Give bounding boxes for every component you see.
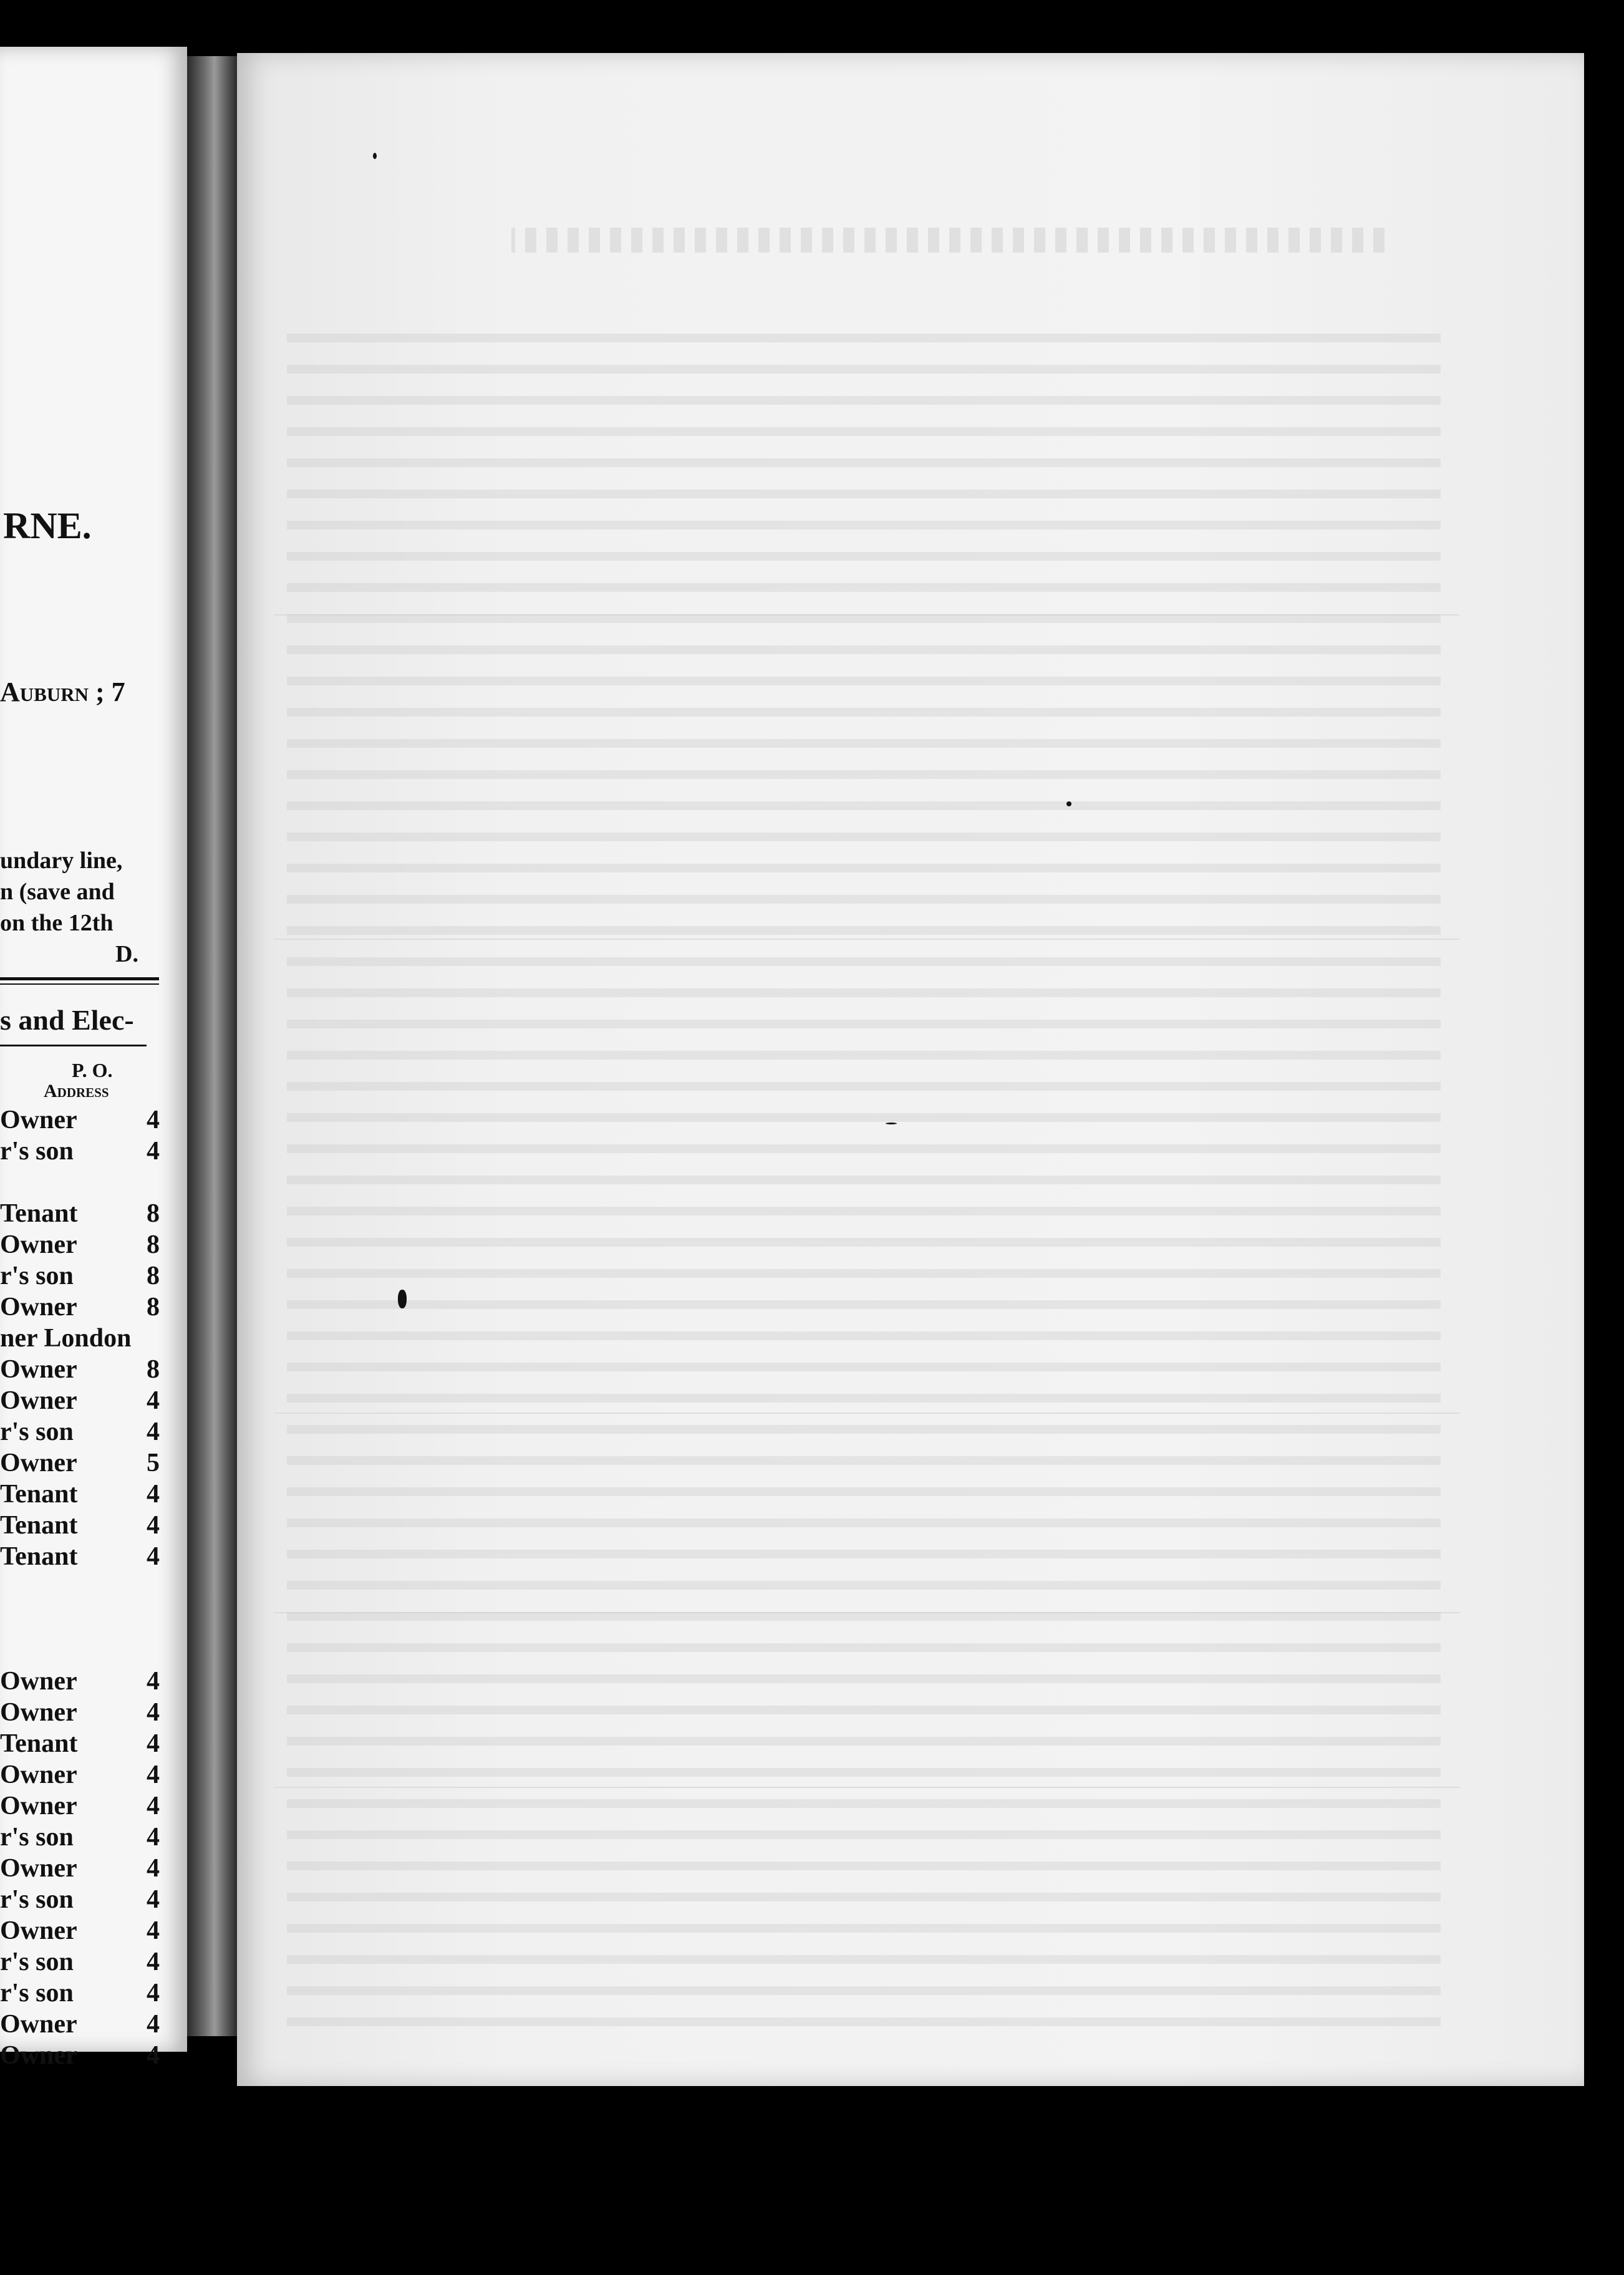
table-row bbox=[0, 1573, 165, 1600]
occupation-cell: Owner bbox=[0, 1792, 77, 1820]
table-row bbox=[0, 1292, 165, 1320]
address-cell: 4 bbox=[147, 2041, 160, 2070]
address-cell: 4 bbox=[147, 1698, 160, 1727]
show-through-heading bbox=[511, 228, 1385, 253]
occupation-cell: ner London bbox=[0, 1324, 132, 1353]
occupation-cell: Owner bbox=[0, 1106, 77, 1134]
address-cell: 4 bbox=[147, 1979, 160, 2007]
address-cell: 8 bbox=[147, 1262, 160, 1290]
scan-speck bbox=[886, 1123, 897, 1124]
address-cell: 8 bbox=[147, 1199, 160, 1228]
table-row bbox=[0, 1167, 165, 1195]
address-cell: 4 bbox=[147, 1667, 160, 1696]
table-row bbox=[0, 1853, 165, 1881]
scan-speck bbox=[373, 153, 377, 159]
list-heading-fragment: s and Elec- bbox=[0, 1004, 134, 1036]
table-row bbox=[0, 1760, 165, 1787]
address-cell: 4 bbox=[147, 2010, 160, 2039]
table-row bbox=[0, 1355, 165, 1382]
address-cell: 4 bbox=[147, 1418, 160, 1446]
occupation-cell: Owner bbox=[0, 1230, 77, 1259]
table-row bbox=[0, 1947, 165, 1974]
occupation-cell: Tenant bbox=[0, 1511, 78, 1540]
table-row bbox=[0, 1386, 165, 1413]
occupation-cell: Owner bbox=[0, 2010, 77, 2039]
description-line: D. bbox=[115, 941, 138, 967]
address-cell: 4 bbox=[147, 1729, 160, 1758]
occupation-cell: r's son bbox=[0, 1262, 74, 1290]
address-cell: 4 bbox=[147, 1137, 160, 1166]
scan-speck bbox=[398, 1290, 407, 1308]
address-cell: 4 bbox=[147, 1542, 160, 1571]
address-cell: 4 bbox=[147, 1854, 160, 1883]
address-cell: 4 bbox=[147, 1823, 160, 1852]
occupation-cell: r's son bbox=[0, 1418, 74, 1446]
table-row bbox=[0, 1885, 165, 1912]
table-row bbox=[0, 1729, 165, 1756]
double-rule-top bbox=[0, 977, 159, 980]
occupation-cell: Tenant bbox=[0, 1480, 78, 1509]
description-line: on the 12th bbox=[0, 910, 114, 936]
table-row bbox=[0, 1230, 165, 1257]
occupation-cell: Owner bbox=[0, 1854, 77, 1883]
address-cell: 4 bbox=[147, 1916, 160, 1945]
description-line: n (save and bbox=[0, 879, 115, 905]
address-cell: 4 bbox=[147, 1480, 160, 1509]
table-row bbox=[0, 1417, 165, 1444]
table-row bbox=[0, 1261, 165, 1288]
occupation-cell: r's son bbox=[0, 1979, 74, 2007]
occupation-cell: r's son bbox=[0, 1823, 74, 1852]
occupation-cell: Owner bbox=[0, 1698, 77, 1727]
scan-speck bbox=[1066, 801, 1071, 806]
table-row bbox=[0, 1698, 165, 1725]
address-cell: 8 bbox=[147, 1230, 160, 1259]
table-row bbox=[0, 1448, 165, 1476]
occupation-cell: Owner bbox=[0, 1386, 77, 1415]
show-through-text-block bbox=[287, 334, 1441, 2049]
address-cell: 4 bbox=[147, 1948, 160, 1976]
column-header-line1: P. O. bbox=[72, 1059, 113, 1081]
address-cell: 4 bbox=[147, 1511, 160, 1540]
occupation-cell: r's son bbox=[0, 1137, 74, 1166]
table-row bbox=[0, 2041, 165, 2068]
address-cell: 4 bbox=[147, 1885, 160, 1914]
description-line: undary line, bbox=[0, 848, 123, 874]
table-row bbox=[0, 1822, 165, 1850]
column-header-line2: Address bbox=[44, 1081, 109, 1101]
station-line: Auburn ; 7 bbox=[0, 677, 125, 707]
address-cell: 4 bbox=[147, 1106, 160, 1134]
table-row bbox=[0, 1510, 165, 1538]
table-row bbox=[0, 1542, 165, 1569]
occupation-cell: Tenant bbox=[0, 1729, 78, 1758]
table-row bbox=[0, 1978, 165, 2006]
table-row bbox=[0, 1323, 165, 1351]
double-rule-bottom bbox=[0, 983, 159, 985]
occupation-cell: Owner bbox=[0, 1293, 77, 1321]
table-row bbox=[0, 1791, 165, 1819]
table-row bbox=[0, 1666, 165, 1694]
occupation-cell: Owner bbox=[0, 1916, 77, 1945]
address-cell: 5 bbox=[147, 1449, 160, 1477]
occupation-cell: Tenant bbox=[0, 1199, 78, 1228]
header-rule bbox=[0, 1045, 147, 1046]
address-cell: 8 bbox=[147, 1355, 160, 1384]
occupation-cell: r's son bbox=[0, 1948, 74, 1976]
table-row bbox=[0, 1136, 165, 1164]
right-page-show-through bbox=[237, 53, 1584, 2086]
occupation-cell: r's son bbox=[0, 1885, 74, 1914]
occupation-cell: Owner bbox=[0, 1761, 77, 1789]
occupation-cell: Tenant bbox=[0, 1542, 78, 1571]
occupation-cell: Owner bbox=[0, 1449, 77, 1477]
table-row bbox=[0, 1105, 165, 1133]
address-cell: 4 bbox=[147, 1386, 160, 1415]
page-heading-fragment: RNE. bbox=[3, 505, 92, 546]
address-cell: 4 bbox=[147, 1792, 160, 1820]
occupation-cell: Owner bbox=[0, 2041, 77, 2070]
table-row bbox=[0, 1199, 165, 1226]
occupation-cell: Owner bbox=[0, 1667, 77, 1696]
address-cell: 4 bbox=[147, 1761, 160, 1789]
left-page bbox=[0, 47, 187, 2070]
address-cell: 8 bbox=[147, 1293, 160, 1321]
table-row bbox=[0, 1916, 165, 1943]
binding-gutter bbox=[187, 56, 237, 2036]
occupation-cell: Owner bbox=[0, 1355, 77, 1384]
table-row bbox=[0, 1479, 165, 1507]
table-row bbox=[0, 2009, 165, 2037]
